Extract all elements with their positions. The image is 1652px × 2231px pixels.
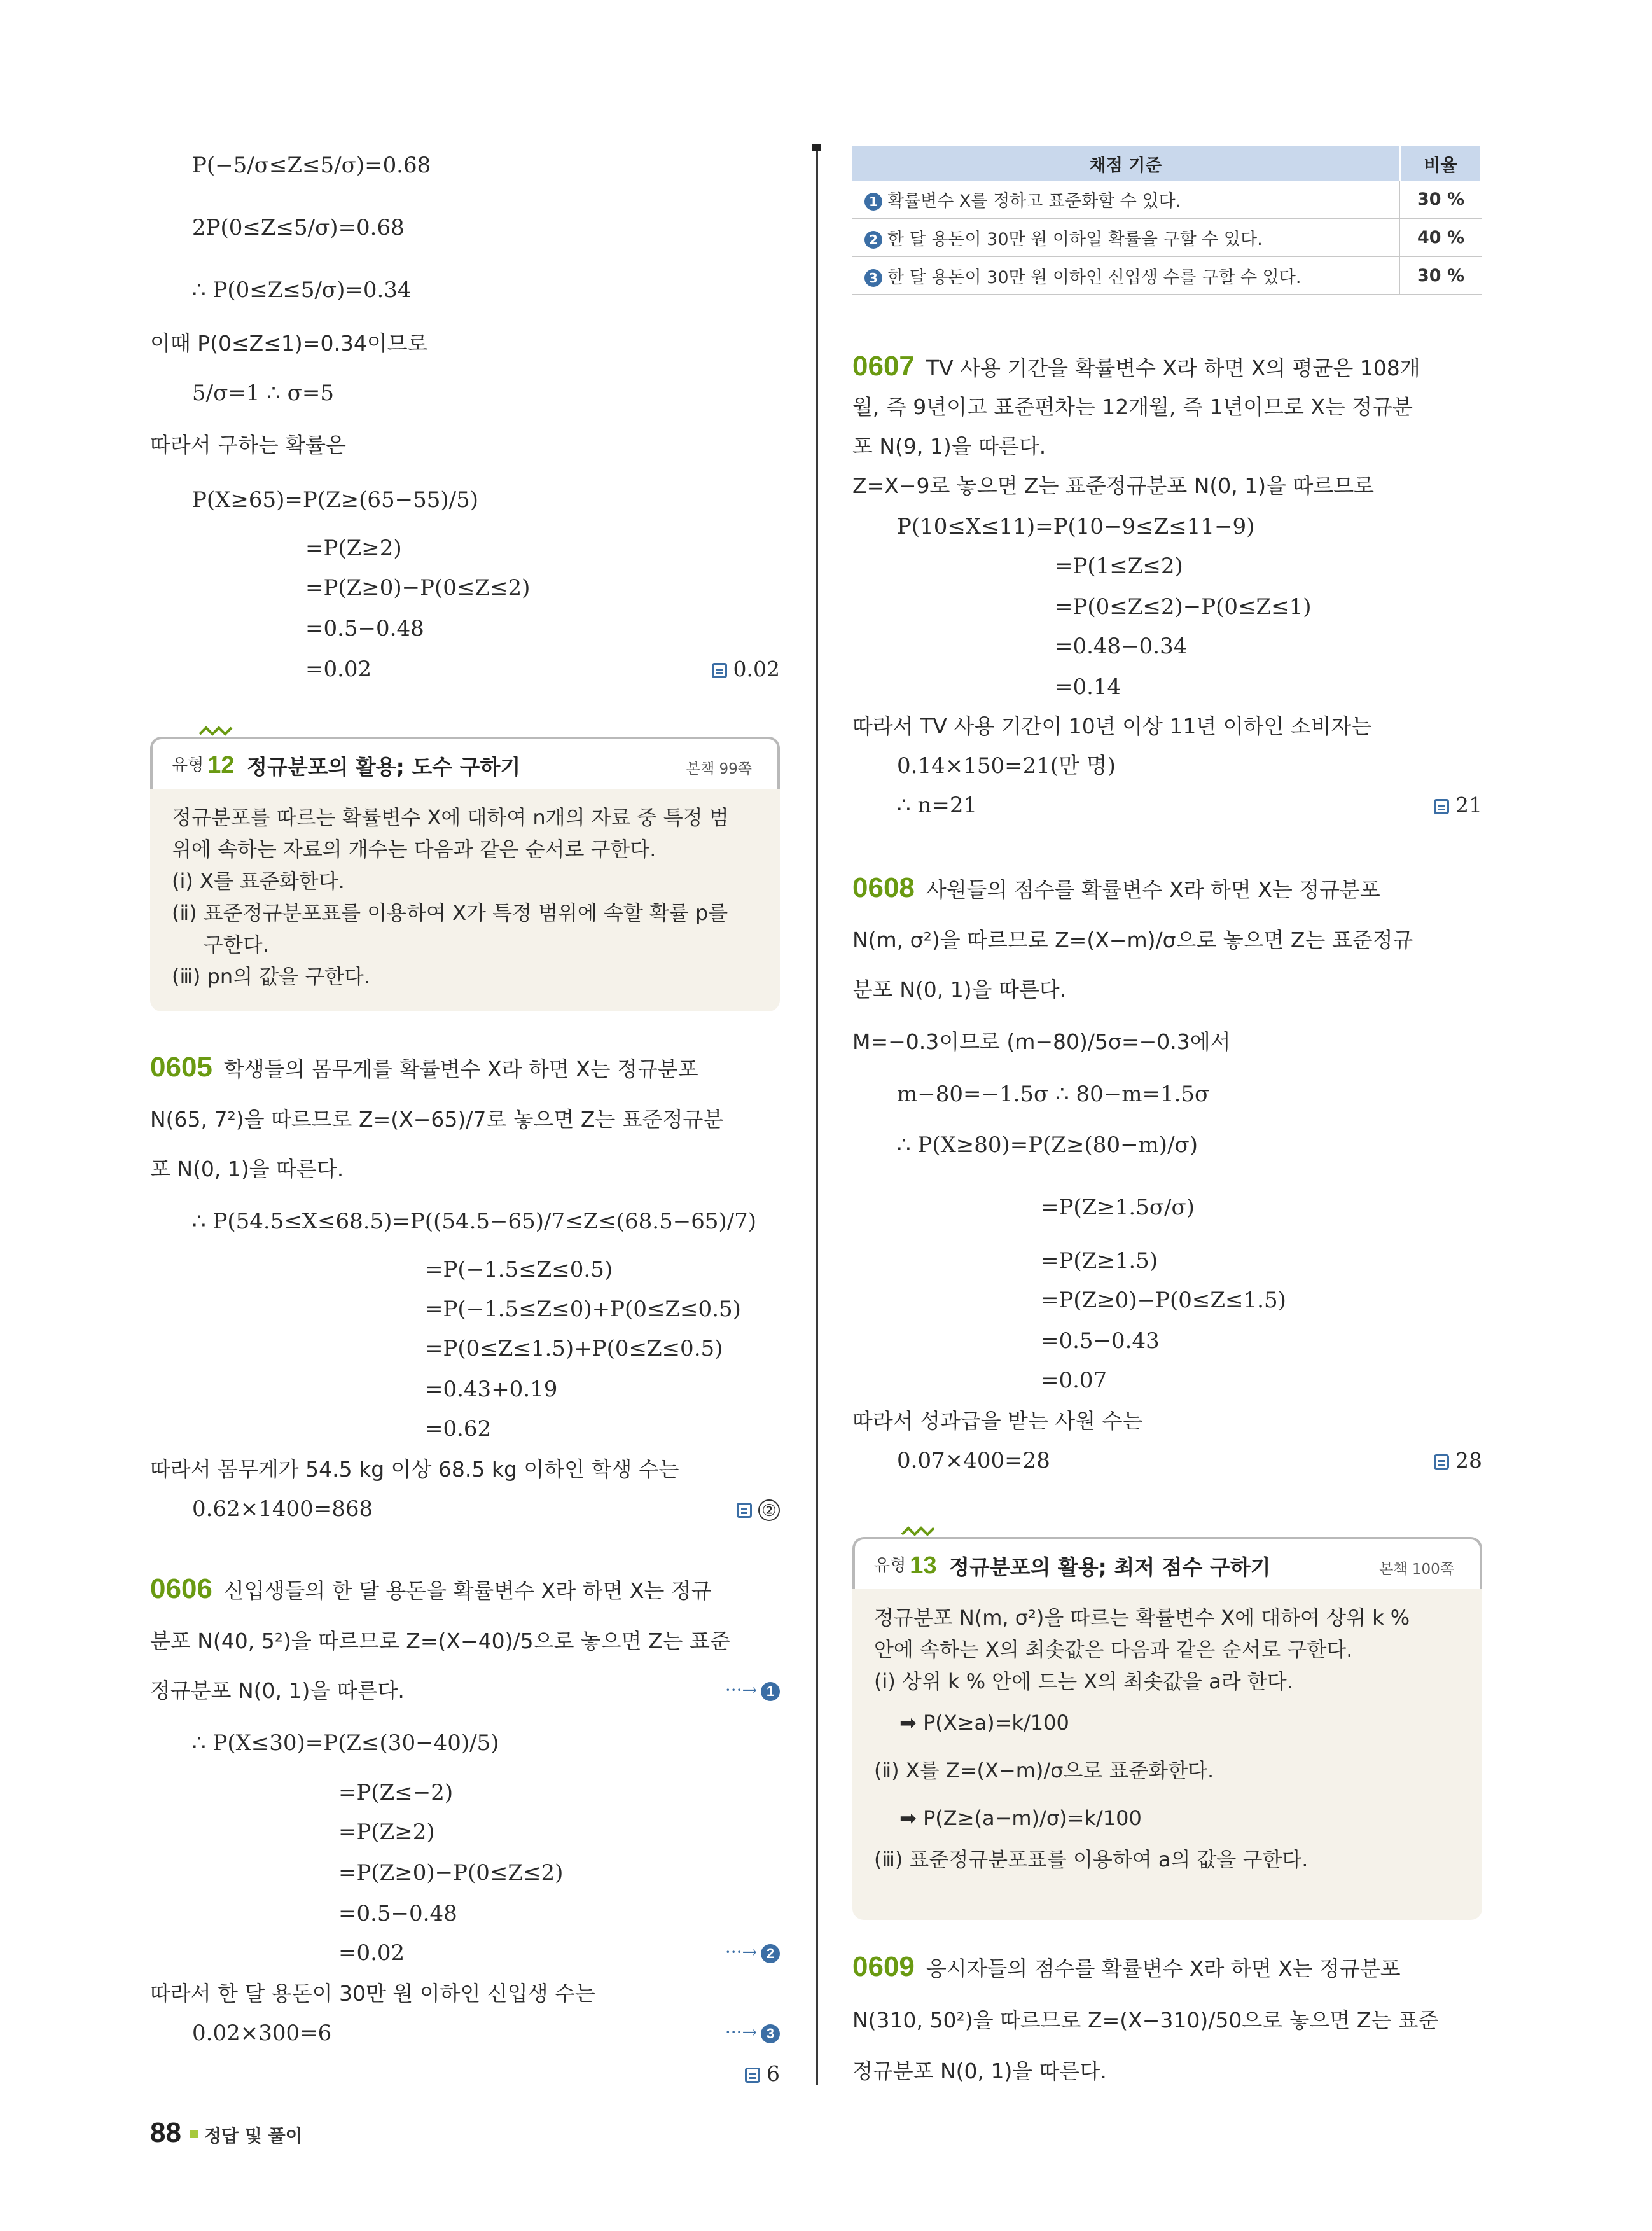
eq-line: =0.62 bbox=[425, 1416, 492, 1442]
table-row bbox=[852, 256, 1482, 295]
eq-line: =P(Z≥2) bbox=[305, 536, 402, 561]
type12-header bbox=[150, 737, 780, 789]
eq-line: ∴ P(0≤Z≤5/σ)=0.34 bbox=[192, 277, 412, 303]
problem-0607-line: 월, 즉 9년이고 표준편차는 12개월, 즉 1년이므로 X는 정규분 bbox=[852, 394, 1413, 419]
text-line: M=−0.3이므로 (m−80)/5σ=−0.3에서 bbox=[852, 1029, 1231, 1054]
answer-icon bbox=[1434, 1454, 1449, 1470]
step-mark: ···→ 2 bbox=[725, 1942, 780, 1963]
eq-line: =0.14 bbox=[1055, 674, 1121, 700]
eq-line: =0.02 bbox=[305, 657, 372, 682]
answer-mark: 21 bbox=[1434, 793, 1482, 817]
criteria-rate: 30 % bbox=[1399, 256, 1481, 295]
eq-line: =P(Z≤−2) bbox=[338, 1780, 454, 1805]
problem-number: 0607 bbox=[852, 351, 915, 382]
text-line: 따라서 한 달 용돈이 30만 원 이하인 신입생 수는 bbox=[150, 1981, 595, 2006]
info-line: ➡ P(Z≥(a−m)/σ)=k/100 bbox=[899, 1806, 1142, 1830]
problem-0607-line: 포 N(9, 1)을 따른다. bbox=[852, 434, 1046, 459]
table-row bbox=[852, 181, 1482, 218]
wave-icon bbox=[198, 725, 234, 738]
problem-0605-line: 0605 학생들의 몸무게를 확률변수 X라 하면 X는 정규분포 bbox=[150, 1052, 698, 1083]
column-divider bbox=[816, 145, 818, 2085]
problem-0609-line: N(310, 50²)을 따르므로 Z=(X−310)/50으로 놓으면 Z는 표준 bbox=[852, 2008, 1439, 2033]
problem-number: 0606 bbox=[150, 1573, 212, 1604]
info-line: (ⅲ) 표준정규분포표를 이용하여 a의 값을 구한다. bbox=[874, 1847, 1308, 1872]
eq-line: 0.07×400=28 bbox=[897, 1448, 1050, 1473]
answer-icon bbox=[745, 2068, 760, 2083]
text-line: 이때 P(0≤Z≤1)=0.34이므로 bbox=[150, 331, 428, 356]
answer-mark: 28 bbox=[1434, 1448, 1482, 1473]
grading-criteria-table bbox=[852, 146, 1482, 295]
type-tag: 유형 12 bbox=[172, 752, 235, 779]
eq-line: 0.62×1400=868 bbox=[192, 1496, 373, 1522]
problem-0606-line: 분포 N(40, 5²)을 따르므로 Z=(X−40)/5으로 놓으면 Z는 표준 bbox=[150, 1629, 730, 1653]
eq-line: =P(−1.5≤Z≤0.5) bbox=[425, 1257, 613, 1282]
type12-info-box bbox=[150, 789, 780, 1011]
criteria-text: 2 한 달 용돈이 30만 원 이하일 확률을 구할 수 있다. bbox=[852, 218, 1399, 256]
type-page-ref: 본책 100쪽 bbox=[1379, 1561, 1454, 1578]
eq-line: ∴ n=21 bbox=[897, 793, 978, 818]
problem-0606-line: 정규분포 N(0, 1)을 따른다. bbox=[150, 1678, 405, 1703]
problem-0605-line: N(65, 7²)을 따르므로 Z=(X−65)/7로 놓으면 Z는 표준정규분 bbox=[150, 1107, 724, 1132]
problem-0608-line: N(m, σ²)을 따르므로 Z=(X−m)/σ으로 놓으면 Z는 표준정규 bbox=[852, 928, 1413, 952]
answer-icon bbox=[737, 1503, 752, 1518]
problem-0609-line: 정규분포 N(0, 1)을 따른다. bbox=[852, 2059, 1107, 2083]
column-header: 채점 기준 bbox=[852, 146, 1399, 181]
eq-line: =P(Z≥0)−P(0≤Z≤1.5) bbox=[1041, 1288, 1286, 1313]
eq-line: =0.02 bbox=[338, 1940, 405, 1966]
criteria-rate: 30 % bbox=[1399, 181, 1481, 218]
info-line: (ⅰ) 상위 k % 안에 드는 X의 최솟값을 a라 한다. bbox=[874, 1669, 1293, 1693]
eq-line: 5/σ=1 ∴ σ=5 bbox=[192, 380, 334, 406]
problem-0607-line: 0607 TV 사용 기간을 확률변수 X라 하면 X의 평균은 108개 bbox=[852, 351, 1420, 382]
eq-line: =P(Z≥1.5) bbox=[1041, 1248, 1158, 1274]
page-footer bbox=[150, 2117, 303, 2149]
criteria-rate: 40 % bbox=[1399, 218, 1481, 256]
text-line: 따라서 TV 사용 기간이 10년 이상 11년 이하인 소비자는 bbox=[852, 714, 1372, 739]
eq-line: =P(0≤Z≤1.5)+P(0≤Z≤0.5) bbox=[425, 1336, 723, 1361]
eq-line: =0.48−0.34 bbox=[1055, 634, 1188, 659]
type-page-ref: 본책 99쪽 bbox=[686, 761, 752, 777]
step-mark: ···→ 3 bbox=[725, 2022, 780, 2043]
answer-mark: 0.02 bbox=[712, 657, 780, 681]
eq-line: ∴ P(X≥80)=P(Z≥(80−m)/σ) bbox=[897, 1132, 1198, 1158]
footer-square-icon bbox=[190, 2130, 198, 2138]
eq-line: ∴ P(54.5≤X≤68.5)=P((54.5−65)/7≤Z≤(68.5−65)/7) bbox=[192, 1209, 757, 1234]
answer-icon bbox=[712, 663, 727, 678]
table-header-row bbox=[852, 146, 1482, 181]
eq-line: =P(Z≥0)−P(0≤Z≤2) bbox=[305, 575, 531, 601]
info-line: ➡ P(X≥a)=k/100 bbox=[899, 1711, 1069, 1735]
eq-line: =P(Z≥0)−P(0≤Z≤2) bbox=[338, 1860, 564, 1886]
info-line: 정규분포를 따르는 확률변수 X에 대하여 n개의 자료 중 특정 범 bbox=[172, 805, 729, 830]
eq-line: P(X≥65)=P(Z≥(65−55)/5) bbox=[192, 487, 479, 513]
eq-line: P(10≤X≤11)=P(10−9≤Z≤11−9) bbox=[897, 514, 1255, 539]
answer-mark: ② bbox=[737, 1496, 780, 1521]
type13-header bbox=[852, 1537, 1482, 1589]
table-row bbox=[852, 218, 1482, 256]
problem-0605-line: 포 N(0, 1)을 따른다. bbox=[150, 1157, 344, 1181]
eq-line: 2P(0≤Z≤5/σ)=0.68 bbox=[192, 215, 405, 240]
problem-0608-line: 분포 N(0, 1)을 따른다. bbox=[852, 977, 1067, 1002]
eq-line: 0.14×150=21(만 명) bbox=[897, 753, 1116, 779]
criteria-text: 1 확률변수 X를 정하고 표준화할 수 있다. bbox=[852, 181, 1399, 218]
page-number: 88 bbox=[150, 2117, 181, 2148]
problem-0606-line: 0606 신입생들의 한 달 용돈을 확률변수 X라 하면 X는 정규 bbox=[150, 1573, 712, 1604]
type-title: 정규분포의 활용; 최저 점수 구하기 bbox=[949, 1555, 1271, 1580]
info-line: 위에 속하는 자료의 개수는 다음과 같은 순서로 구한다. bbox=[172, 837, 656, 861]
criteria-text: 3 한 달 용돈이 30만 원 이하인 신입생 수를 구할 수 있다. bbox=[852, 256, 1399, 295]
type13-info-box bbox=[852, 1589, 1482, 1920]
problem-number: 0608 bbox=[852, 872, 915, 903]
answer-mark: 6 bbox=[745, 2061, 780, 2086]
text-line: Z=X−9로 놓으면 Z는 표준정규분포 N(0, 1)을 따르므로 bbox=[852, 473, 1375, 498]
eq-line: =0.07 bbox=[1041, 1368, 1107, 1393]
answer-icon bbox=[1434, 799, 1449, 814]
text-line: 따라서 구하는 확률은 bbox=[150, 433, 346, 457]
eq-line: P(−5/σ≤Z≤5/σ)=0.68 bbox=[192, 153, 431, 178]
wave-icon bbox=[901, 1526, 936, 1538]
column-header: 비율 bbox=[1399, 146, 1481, 181]
eq-line: =P(Z≥2) bbox=[338, 1819, 435, 1845]
type-title: 정규분포의 활용; 도수 구하기 bbox=[247, 754, 521, 779]
eq-line: =0.5−0.48 bbox=[338, 1901, 457, 1926]
problem-0609-line: 0609 응시자들의 점수를 확률변수 X라 하면 X는 정규분포 bbox=[852, 1951, 1401, 1982]
problem-number: 0609 bbox=[852, 1951, 915, 1982]
eq-line: =0.43+0.19 bbox=[425, 1377, 558, 1402]
info-line: (ⅱ) X를 Z=(X−m)/σ으로 표준화한다. bbox=[874, 1758, 1214, 1783]
eq-line: m−80=−1.5σ ∴ 80−m=1.5σ bbox=[897, 1081, 1210, 1107]
info-line: 구한다. bbox=[204, 933, 269, 957]
text-line: 따라서 성과급을 받는 사원 수는 bbox=[852, 1408, 1143, 1433]
info-line: (ⅲ) pn의 값을 구한다. bbox=[172, 964, 371, 989]
eq-line: =0.5−0.48 bbox=[305, 616, 424, 641]
text-line: 따라서 몸무게가 54.5 kg 이상 68.5 kg 이하인 학생 수는 bbox=[150, 1457, 679, 1482]
problem-0608-line: 0608 사원들의 점수를 확률변수 X라 하면 X는 정규분포 bbox=[852, 872, 1380, 903]
step-mark: ···→ 1 bbox=[725, 1679, 780, 1701]
info-line: (ⅱ) 표준정규분포표를 이용하여 X가 특정 범위에 속할 확률 p를 bbox=[172, 901, 728, 925]
problem-number: 0605 bbox=[150, 1052, 212, 1083]
section-label: 정답 및 풀이 bbox=[204, 2125, 303, 2146]
eq-line: =0.5−0.43 bbox=[1041, 1328, 1160, 1354]
info-line: 정규분포 N(m, σ²)을 따르는 확률변수 X에 대하여 상위 k % bbox=[874, 1606, 1410, 1630]
eq-line: =P(0≤Z≤2)−P(0≤Z≤1) bbox=[1055, 594, 1312, 620]
eq-line: ∴ P(X≤30)=P(Z≤(30−40)/5) bbox=[192, 1730, 499, 1756]
type-tag: 유형 13 bbox=[874, 1552, 937, 1579]
eq-line: =P(−1.5≤Z≤0)+P(0≤Z≤0.5) bbox=[425, 1296, 741, 1322]
eq-line: =P(1≤Z≤2) bbox=[1055, 553, 1183, 579]
column-divider-marker bbox=[812, 144, 821, 151]
eq-line: =P(Z≥1.5σ/σ) bbox=[1041, 1195, 1195, 1220]
info-line: 안에 속하는 X의 최솟값은 다음과 같은 순서로 구한다. bbox=[874, 1637, 1353, 1662]
eq-line: 0.02×300=6 bbox=[192, 2020, 332, 2046]
info-line: (ⅰ) X를 표준화한다. bbox=[172, 869, 345, 893]
